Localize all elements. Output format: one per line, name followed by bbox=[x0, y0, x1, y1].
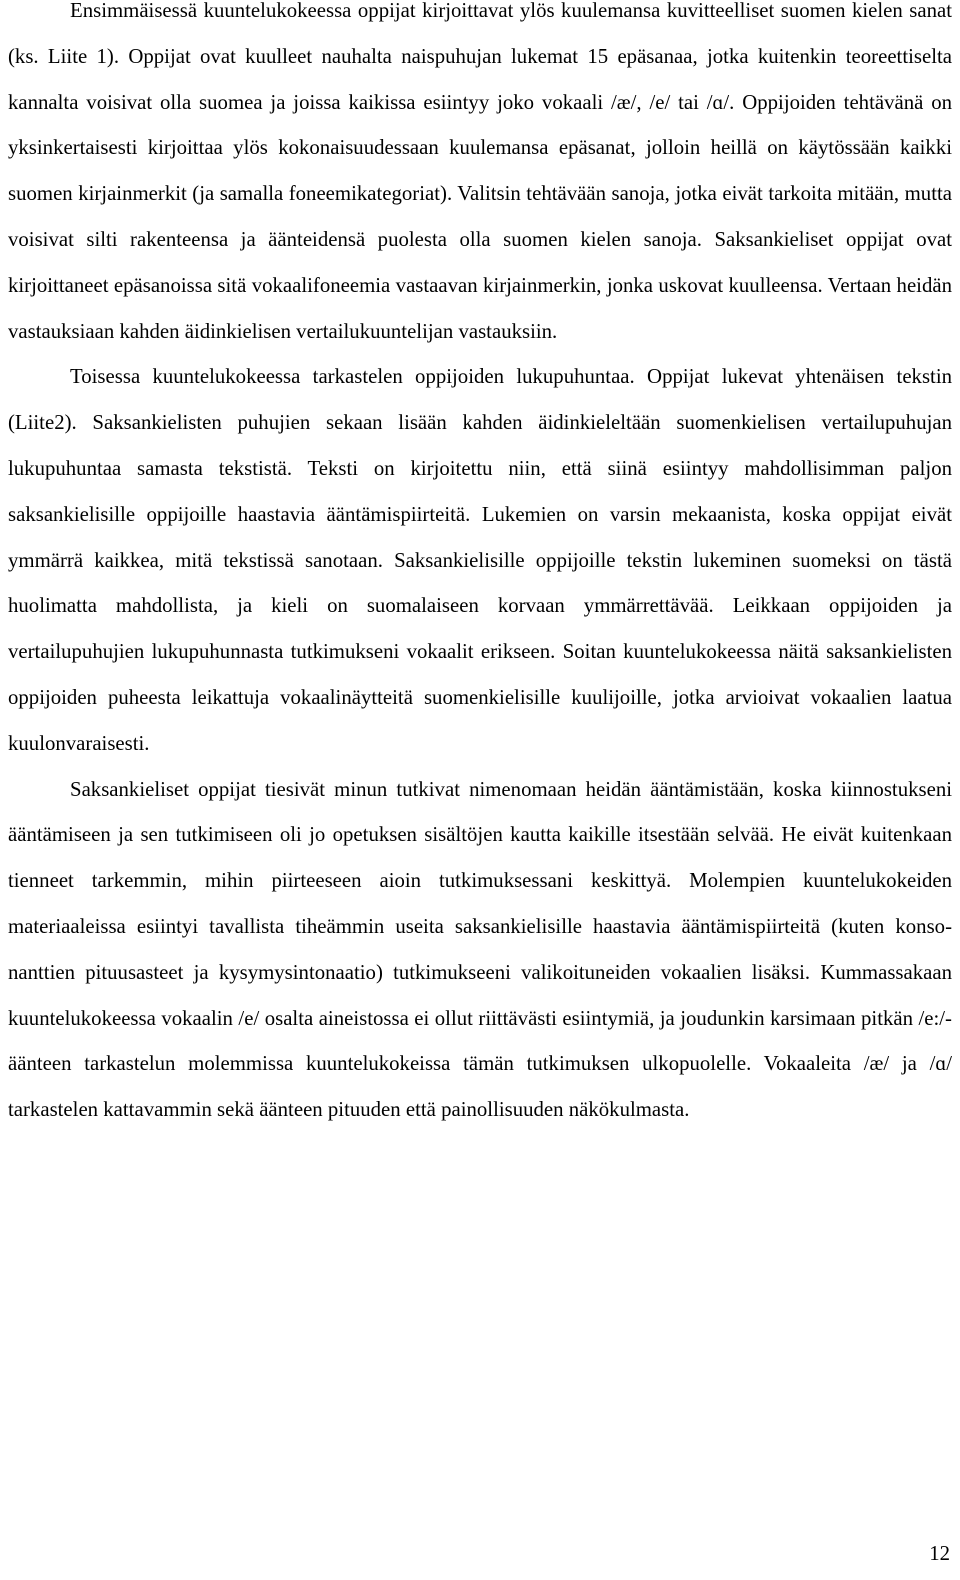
paragraph-2: Toisessa kuuntelukokeessa tarkastelen oppijoiden lukupuhuntaa. Oppijat lukevat yhtenäisen tekstin (Liite2). Saksankielisten puhujien sekaan lisään kahden äidinkieleltään suomenkielisen vertailupuhujan lukupuhuntaa samasta tekstistä. Teksti on kirjoitettu niin, että siinä esiintyy mahdollisimman paljon saksankielisille oppijoille haastavia ääntämispiirteitä. Lukemien on varsin mekaanista, koska oppijat eivät ymmärrä kaikkea, mitä tekstissä sanotaan. Saksankielisille oppijoille tekstin lukeminen suomeksi on tästä huolimatta mahdollista, ja kieli on suomalaiseen korvaan ymmärrettävää. Leikkaan oppijoiden ja vertailupuhujien lukupuhunnasta tutkimukseni vokaalit erikseen. Soitan kuuntelukokeessa näitä saksankielisten oppijoiden puheesta leikattuja vokaalinäytteitä suomenkielisille kuulijoille, jotka arvioivat vokaalien laatua kuulonvaraisesti. bbox=[8, 365, 952, 755]
paragraph-1: Ensimmäisessä kuuntelukokeessa oppijat kirjoittavat ylös kuulemansa kuvitteelliset suomen kielen sanat (ks. Liite 1). Oppijat ovat kuulleet nauhalta naispuhujan lukemat 15 epäsanaa, jotka kuitenkin teoreettiselta kannalta voisivat olla suomea ja joissa kaikissa esiintyy joko vokaali /æ/, /e/ tai /ɑ/. Oppijoiden tehtävänä on yksinkertaisesti kirjoittaa ylös kokonaisuudessaan kuulemansa epäsanat, jolloin heillä on käytössään kaikki suomen kirjainmerkit (ja samalla foneemikategoriat). Valitsin tehtävään sanoja, jotka eivät tarkoita mitään, mutta voisivat silti rakenteensa ja äänteidensä puolesta olla suomen kielen sanoja. Saksankieliset oppijat ovat kirjoittaneet epäsanoissa sitä vokaalifoneemia vastaavan kirjainmerkin, jonka uskovat kuulleensa. Vertaan heidän vastauksiaan kahden äidinkielisen vertailukuuntelijan vastauksiin. bbox=[8, 0, 952, 343]
page-number: 12 bbox=[929, 1542, 950, 1565]
document-body bbox=[8, 0, 952, 1133]
paragraph-3: Saksankieliset oppijat tiesivät minun tutkivat nimenomaan heidän ääntämistään, koska kiinnostukseni ääntämiseen ja sen tutkimiseen oli jo opetuksen sisältöjen kautta kaikille itsestään selvää. He eivät kuitenkaan tienneet tarkemmin, mihin piirteeseen aioin tutkimuksessani keskittyä. Molempien kuuntelukokeiden materiaaleissa esiintyi tavallista tiheämmin useita saksankielisille haastavia ääntämispiirteitä (kuten konsonanttien pituusasteet ja kysymysintonaatio) tutkimukseeni valikoituneiden vokaalien lisäksi. Kummassakaan kuuntelukokeessa vokaalin /e/ osalta aineistossa ei ollut riittävästi esiintymiä, ja joudunkin karsimaan pitkän /e:/-äänteen tarkastelun molemmissa kuuntelukokeissa tämän tutkimuksen ulkopuolelle. Vokaaleita /æ/ ja /ɑ/ tarkastelen kattavammin sekä äänteen pituuden että painollisuuden näkökulmasta. bbox=[8, 777, 952, 1122]
